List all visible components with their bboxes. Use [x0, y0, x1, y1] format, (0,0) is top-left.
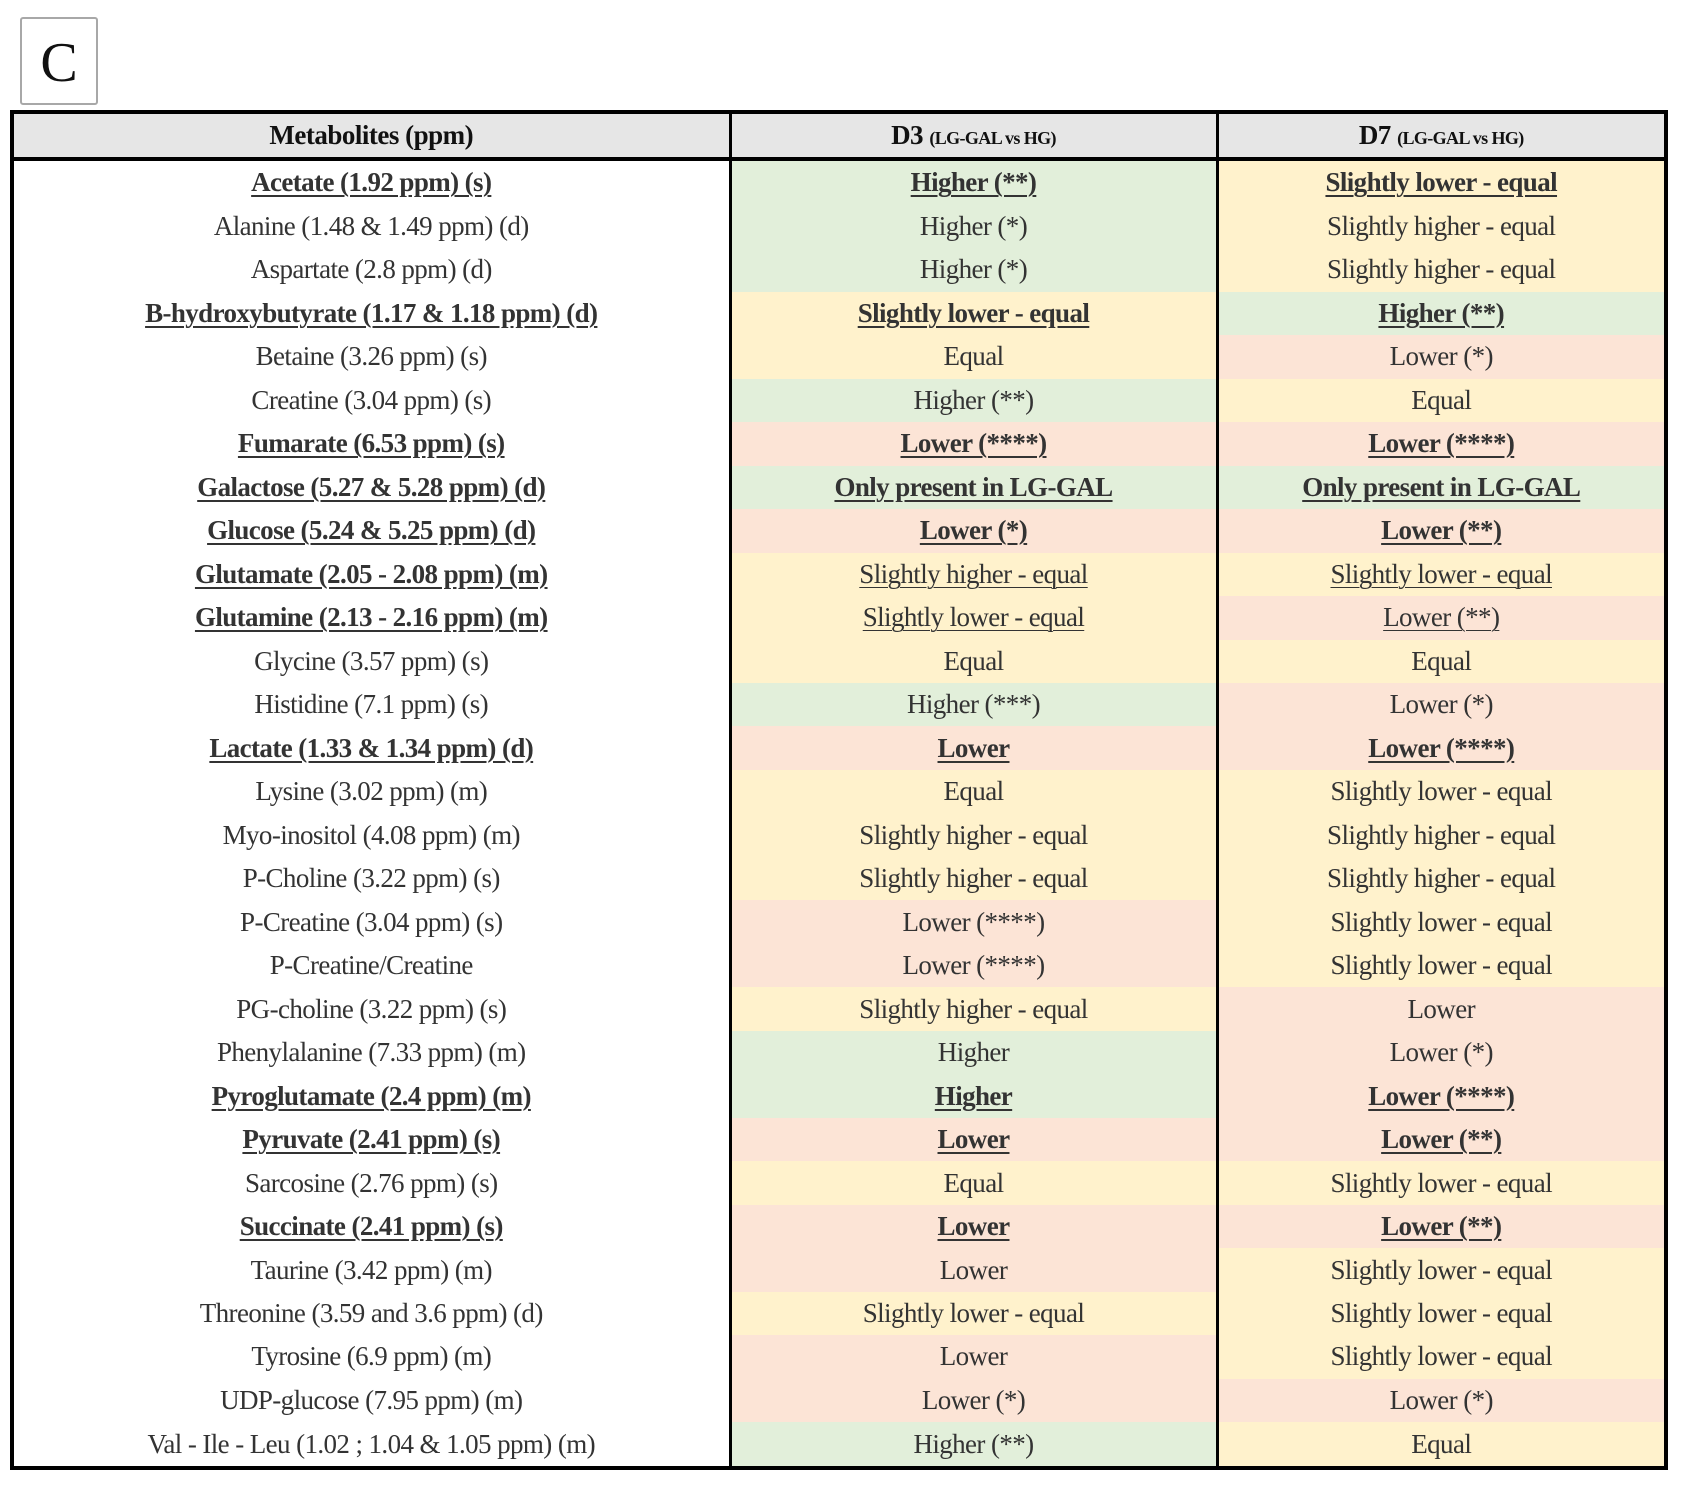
metabolite-name-cell: Succinate (2.41 ppm) (s) [14, 1205, 730, 1248]
metabolite-name-cell: Aspartate (2.8 ppm) (d) [14, 248, 730, 291]
metabolite-name-cell: Pyroglutamate (2.4 ppm) (m) [14, 1074, 730, 1117]
metabolite-name-cell: Betaine (3.26 ppm) (s) [14, 335, 730, 378]
table-row [14, 422, 1664, 465]
header-d3-label: D3 [891, 120, 930, 150]
metabolite-name-cell: Glutamate (2.05 - 2.08 ppm) (m) [14, 553, 730, 596]
table-row [14, 1422, 1664, 1466]
d3-result-cell: Slightly higher - equal [730, 987, 1217, 1030]
metabolite-name-cell: Histidine (7.1 ppm) (s) [14, 683, 730, 726]
d7-result-cell: Lower (*) [1217, 683, 1664, 726]
table-row [14, 770, 1664, 813]
d7-result-cell: Slightly lower - equal [1217, 1248, 1664, 1291]
table-row [14, 813, 1664, 856]
metabolite-name-cell: Phenylalanine (7.33 ppm) (m) [14, 1031, 730, 1074]
d3-result-cell: Higher (***) [730, 683, 1217, 726]
d3-result-cell: Equal [730, 335, 1217, 378]
table-row [14, 1335, 1664, 1378]
d3-result-cell: Higher (**) [730, 159, 1217, 205]
header-d3 [730, 114, 1217, 159]
d7-result-cell: Slightly higher - equal [1217, 813, 1664, 856]
table-row [14, 857, 1664, 900]
metabolite-name-cell: Glutamine (2.13 - 2.16 ppm) (m) [14, 596, 730, 639]
d7-result-cell: Lower (****) [1217, 726, 1664, 769]
table-row [14, 596, 1664, 639]
d3-result-cell: Lower [730, 1248, 1217, 1291]
metabolite-name-cell: Taurine (3.42 ppm) (m) [14, 1248, 730, 1291]
header-row [14, 114, 1664, 159]
d7-result-cell: Higher (**) [1217, 292, 1664, 335]
table-row [14, 335, 1664, 378]
d7-result-cell: Lower (*) [1217, 335, 1664, 378]
header-d3-subtitle: (LG-GAL vs HG) [929, 128, 1056, 148]
d3-result-cell: Higher (**) [730, 379, 1217, 422]
metabolite-name-cell: UDP-glucose (7.95 ppm) (m) [14, 1379, 730, 1422]
metabolite-name-cell: Lactate (1.33 & 1.34 ppm) (d) [14, 726, 730, 769]
table-row [14, 1379, 1664, 1422]
d7-result-cell: Slightly lower - equal [1217, 159, 1664, 205]
table-row [14, 159, 1664, 205]
metabolite-name-cell: Myo-inositol (4.08 ppm) (m) [14, 813, 730, 856]
header-d7 [1217, 114, 1664, 159]
metabolites-table-container [10, 110, 1668, 1470]
d3-result-cell: Higher (*) [730, 205, 1217, 248]
d7-result-cell: Lower [1217, 987, 1664, 1030]
d3-result-cell: Higher [730, 1031, 1217, 1074]
d7-result-cell: Lower (*) [1217, 1031, 1664, 1074]
table-row [14, 205, 1664, 248]
d7-result-cell: Slightly lower - equal [1217, 1161, 1664, 1204]
d3-result-cell: Only present in LG-GAL [730, 466, 1217, 509]
metabolite-name-cell: Glucose (5.24 & 5.25 ppm) (d) [14, 509, 730, 552]
metabolite-name-cell: Pyruvate (2.41 ppm) (s) [14, 1118, 730, 1161]
metabolite-name-cell: B-hydroxybutyrate (1.17 & 1.18 ppm) (d) [14, 292, 730, 335]
metabolite-name-cell: Galactose (5.27 & 5.28 ppm) (d) [14, 466, 730, 509]
d7-result-cell: Slightly lower - equal [1217, 900, 1664, 943]
table-row [14, 292, 1664, 335]
d7-result-cell: Slightly lower - equal [1217, 770, 1664, 813]
d3-result-cell: Lower [730, 1335, 1217, 1378]
d7-result-cell: Slightly lower - equal [1217, 1292, 1664, 1335]
d3-result-cell: Slightly higher - equal [730, 553, 1217, 596]
table-row [14, 553, 1664, 596]
metabolite-name-cell: Tyrosine (6.9 ppm) (m) [14, 1335, 730, 1378]
d3-result-cell: Lower (****) [730, 944, 1217, 987]
d3-result-cell: Higher (*) [730, 248, 1217, 291]
d3-result-cell: Equal [730, 1161, 1217, 1204]
d3-result-cell: Lower (*) [730, 509, 1217, 552]
d3-result-cell: Equal [730, 770, 1217, 813]
metabolite-name-cell: Sarcosine (2.76 ppm) (s) [14, 1161, 730, 1204]
metabolite-name-cell: P-Creatine/Creatine [14, 944, 730, 987]
d3-result-cell: Lower (****) [730, 900, 1217, 943]
table-row [14, 1118, 1664, 1161]
metabolite-name-cell: P-Choline (3.22 ppm) (s) [14, 857, 730, 900]
table-row [14, 1248, 1664, 1291]
d7-result-cell: Lower (**) [1217, 509, 1664, 552]
table-row [14, 726, 1664, 769]
table-row [14, 640, 1664, 683]
d3-result-cell: Higher [730, 1074, 1217, 1117]
d3-result-cell: Lower [730, 1205, 1217, 1248]
metabolite-name-cell: Glycine (3.57 ppm) (s) [14, 640, 730, 683]
d3-result-cell: Slightly lower - equal [730, 1292, 1217, 1335]
d3-result-cell: Higher (**) [730, 1422, 1217, 1466]
d7-result-cell: Lower (*) [1217, 1379, 1664, 1422]
d3-result-cell: Slightly higher - equal [730, 813, 1217, 856]
d7-result-cell: Only present in LG-GAL [1217, 466, 1664, 509]
d7-result-cell: Lower (****) [1217, 422, 1664, 465]
metabolite-name-cell: Creatine (3.04 ppm) (s) [14, 379, 730, 422]
d7-result-cell: Lower (**) [1217, 596, 1664, 639]
header-d7-subtitle: (LG-GAL vs HG) [1397, 128, 1524, 148]
table-row [14, 1074, 1664, 1117]
d3-result-cell: Lower (*) [730, 1379, 1217, 1422]
metabolite-name-cell: Lysine (3.02 ppm) (m) [14, 770, 730, 813]
d7-result-cell: Slightly higher - equal [1217, 248, 1664, 291]
d7-result-cell: Slightly lower - equal [1217, 944, 1664, 987]
table-row [14, 379, 1664, 422]
d7-result-cell: Equal [1217, 1422, 1664, 1466]
d3-result-cell: Lower [730, 1118, 1217, 1161]
table-row [14, 683, 1664, 726]
table-row [14, 248, 1664, 291]
d7-result-cell: Lower (****) [1217, 1074, 1664, 1117]
d3-result-cell: Lower (****) [730, 422, 1217, 465]
d7-result-cell: Slightly higher - equal [1217, 205, 1664, 248]
table-row [14, 1292, 1664, 1335]
d3-result-cell: Lower [730, 726, 1217, 769]
header-metabolites [14, 114, 730, 159]
d3-result-cell: Slightly higher - equal [730, 857, 1217, 900]
d7-result-cell: Slightly lower - equal [1217, 1335, 1664, 1378]
metabolite-name-cell: P-Creatine (3.04 ppm) (s) [14, 900, 730, 943]
table-row [14, 466, 1664, 509]
metabolite-name-cell: Acetate (1.92 ppm) (s) [14, 159, 730, 205]
metabolite-name-cell: PG-choline (3.22 ppm) (s) [14, 987, 730, 1030]
metabolite-name-cell: Fumarate (6.53 ppm) (s) [14, 422, 730, 465]
panel-label: C [20, 17, 98, 105]
table-row [14, 509, 1664, 552]
d7-result-cell: Equal [1217, 379, 1664, 422]
d7-result-cell: Slightly higher - equal [1217, 857, 1664, 900]
d7-result-cell: Equal [1217, 640, 1664, 683]
table-row [14, 900, 1664, 943]
table-row [14, 1031, 1664, 1074]
table-row [14, 944, 1664, 987]
d3-result-cell: Equal [730, 640, 1217, 683]
d3-result-cell: Slightly lower - equal [730, 596, 1217, 639]
metabolite-name-cell: Alanine (1.48 & 1.49 ppm) (d) [14, 205, 730, 248]
metabolite-name-cell: Val - Ile - Leu (1.02 ; 1.04 & 1.05 ppm) (m) [14, 1422, 730, 1466]
table-row [14, 1161, 1664, 1204]
d7-result-cell: Lower (**) [1217, 1118, 1664, 1161]
metabolites-comparison-table [14, 114, 1664, 1466]
metabolite-name-cell: Threonine (3.59 and 3.6 ppm) (d) [14, 1292, 730, 1335]
table-body [14, 159, 1664, 1466]
table-row [14, 1205, 1664, 1248]
header-d7-label: D7 [1358, 120, 1398, 150]
d7-result-cell: Slightly lower - equal [1217, 553, 1664, 596]
table-row [14, 987, 1664, 1030]
d7-result-cell: Lower (**) [1217, 1205, 1664, 1248]
header-metabolites-label: Metabolites (ppm) [269, 120, 474, 150]
d3-result-cell: Slightly lower - equal [730, 292, 1217, 335]
